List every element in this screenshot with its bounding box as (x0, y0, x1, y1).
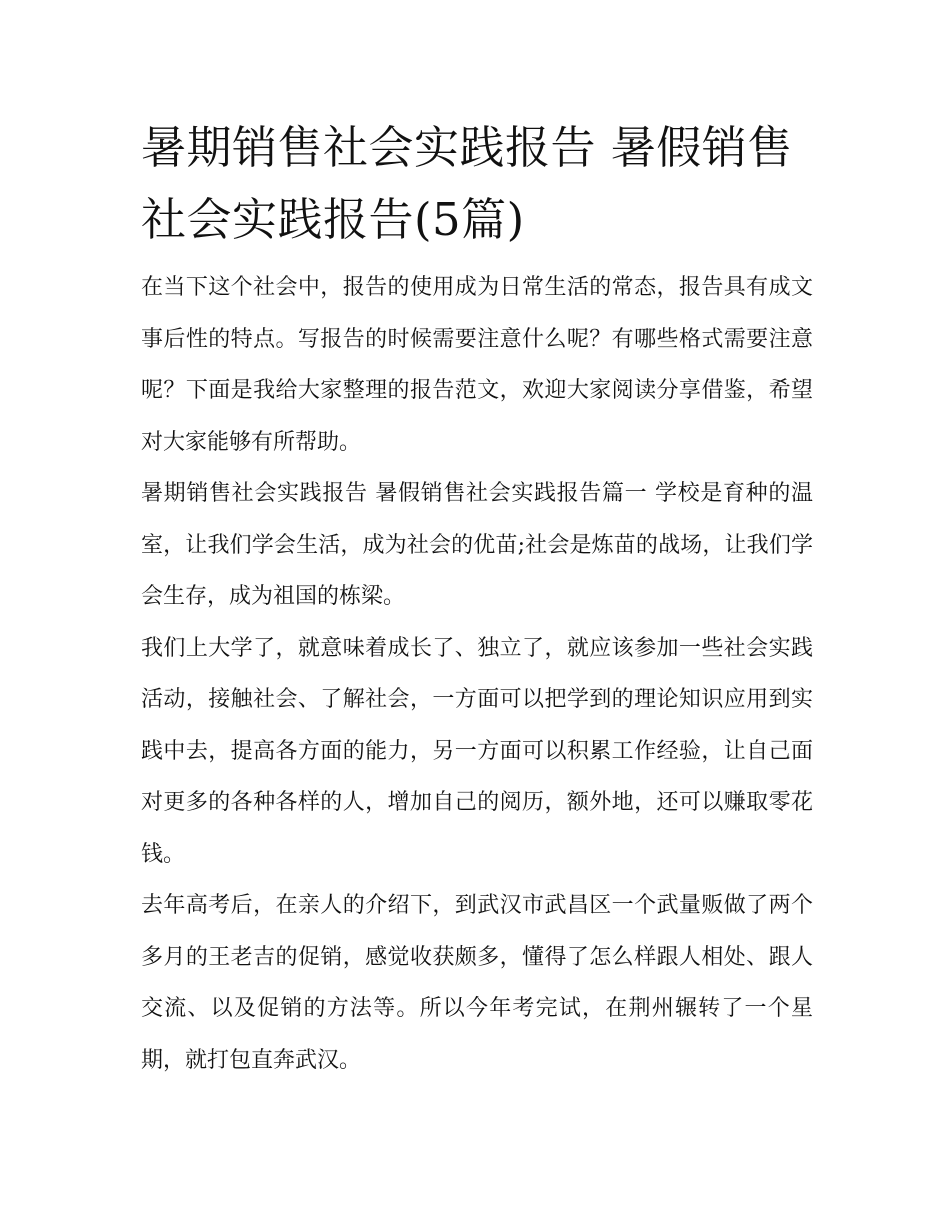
paragraph-2: 我们上大学了，就意味着成长了、独立了，就应该参加一些社会实践活动，接触社会、了解社会，一方面可以把学到的理论知识应用到实践中去，提高各方面的能力，另一方面可以积累工作经验，让自己面对更多的各种各样的人，增加自己的阅历，额外地，还可以赚取零花钱。 (141, 635, 813, 867)
paragraph-intro: 在当下这个社会中，报告的使用成为日常生活的常态，报告具有成文事后性的特点。写报告的时候需要注意什么呢？有哪些格式需要注意呢？下面是我给大家整理的报告范文，欢迎大家阅读分享借鉴，希望对大家能够有所帮助。 (141, 275, 813, 455)
document-title: 暑期销售社会实践报告 暑假销售社会实践报告(5篇) (141, 121, 793, 246)
paragraph-3: 去年高考后，在亲人的介绍下，到武汉市武昌区一个武量贩做了两个多月的王老吉的促销，感觉收获颇多，懂得了怎么样跟人相处、跟人交流、以及促销的方法等。所以今年考完试，在荆州辗转了一个星期，就打包直奔武汉。 (141, 893, 813, 1073)
document-body (141, 112, 813, 1086)
paragraph-1: 暑期销售社会实践报告 暑假销售社会实践报告篇一 学校是育种的温室，让我们学会生活，成为社会的优苗;社会是炼苗的战场，让我们学会生存，成为祖国的栋梁。 (141, 481, 813, 609)
